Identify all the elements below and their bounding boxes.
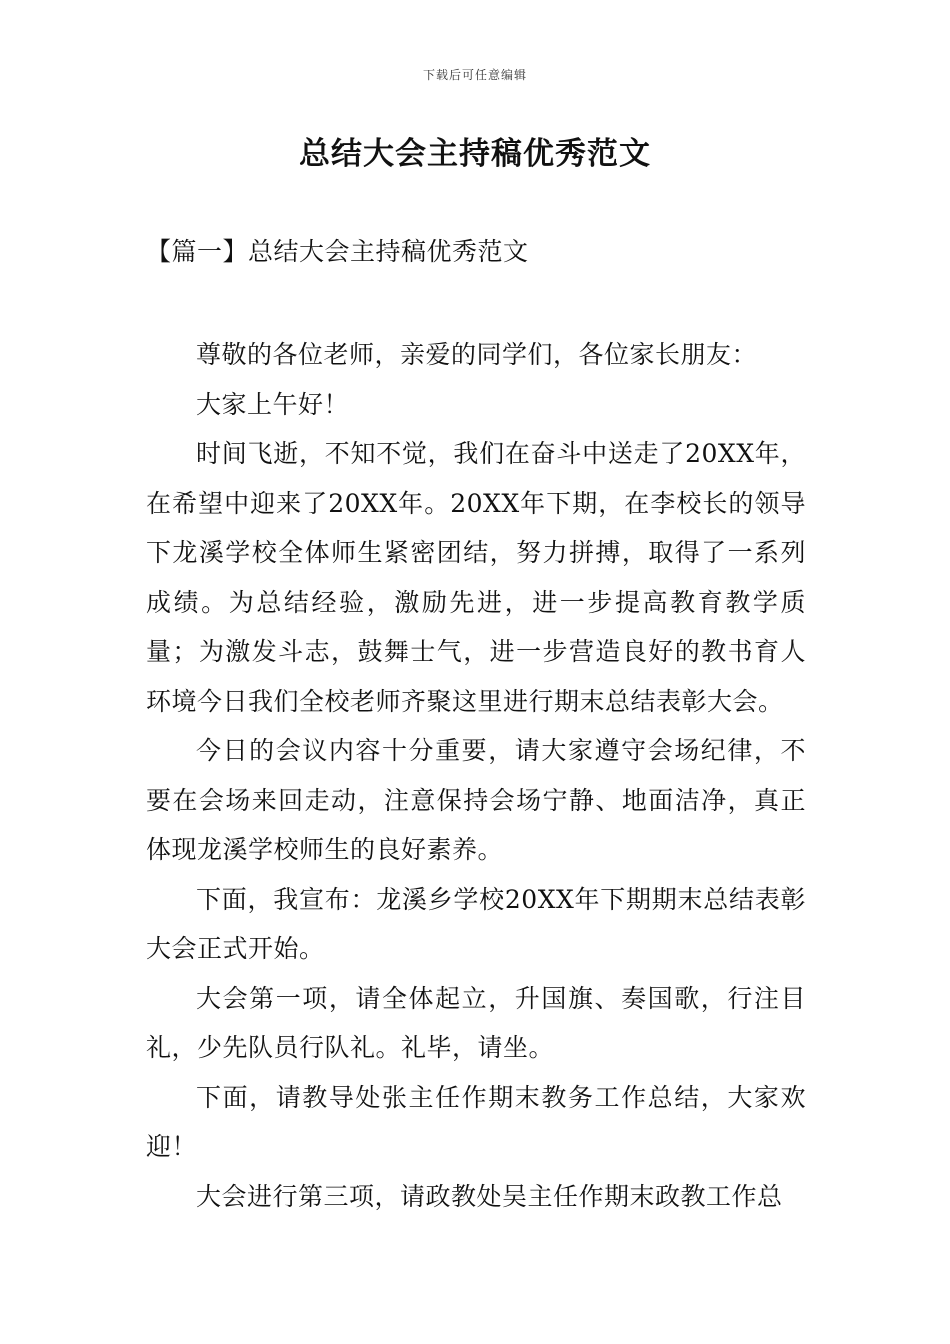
document-title: 总结大会主持稿优秀范文 <box>299 136 651 172</box>
paragraph-opening: 时间飞逝，不知不觉，我们在奋斗中送走了20XX年，在希望中迎来了20XX年。20XX年下期，在李校长的领导下龙溪学校全体师生紧密团结，努力拼搏，取得了一系列成绩。为总结经验，激励先进，进一步提高教育教学质量；为激发斗志，鼓舞士气，进一步营造良好的教书育人环境今日我们全校老师齐聚这里进行期末总结表彰大会。 <box>146 439 806 716</box>
paragraph-salutation: 尊敬的各位老师，亲爱的同学们，各位家长朋友： <box>196 340 758 369</box>
paragraph-item-three: 大会进行第三项，请政教处吴主任作期末政教工作总 <box>196 1181 783 1211</box>
paragraph-announcement: 下面，我宣布：龙溪乡学校20XX年下期期末总结表彰大会正式开始。 <box>146 884 806 963</box>
paragraph-greeting: 大家上午好！ <box>196 389 350 419</box>
section-heading: 【篇一】总结大会主持稿优秀范文 <box>146 237 529 266</box>
paragraph-academic-report: 下面，请教导处张主任作期末教务工作总结，大家欢迎！ <box>146 1082 806 1161</box>
paragraph-item-one: 大会第一项，请全体起立，升国旗、奏国歌，行注目礼，少先队员行队礼。礼毕，请坐。 <box>146 983 806 1062</box>
header-note: 下载后可任意编辑 <box>422 68 527 82</box>
paragraph-discipline: 今日的会议内容十分重要，请大家遵守会场纪律，不要在会场来回走动，注意保持会场宁静、地面洁净，真正体现龙溪学校师生的良好素养。 <box>146 736 806 864</box>
body-text <box>146 330 806 1221</box>
